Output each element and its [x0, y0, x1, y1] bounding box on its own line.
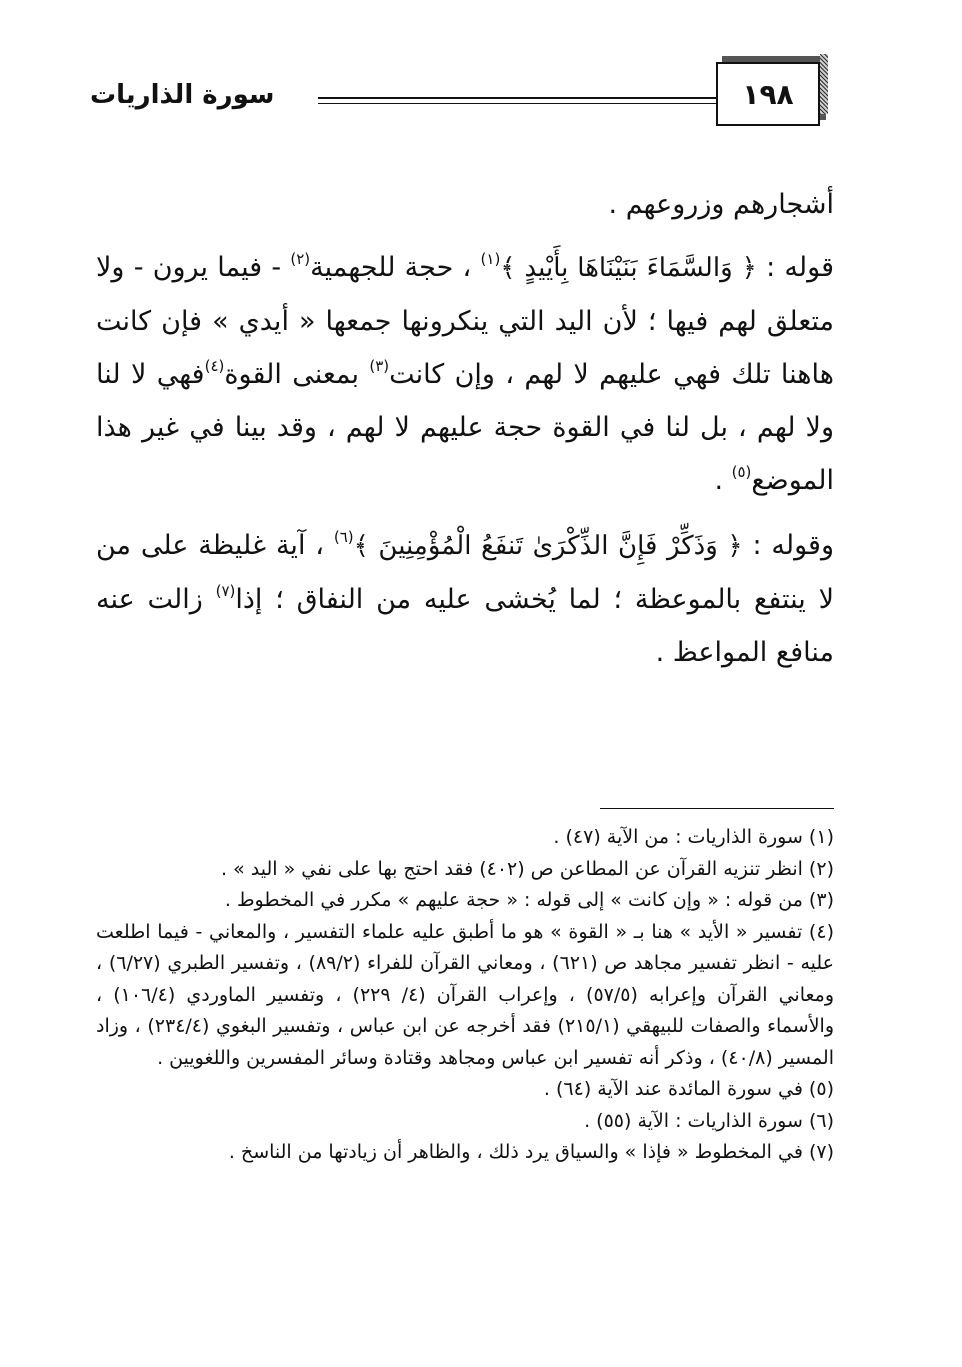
header-rule-thin: [318, 103, 716, 104]
footnotes: [96, 822, 834, 1169]
paragraph-1: أشجارهم وزروعهم .: [608, 189, 834, 220]
paragraph-2-text-d: فهي لا لنا ولا لهم ، بل لنا في القوة حجة عليهم لا لهم ، وقد بينا في غير هذا الموضع: [96, 359, 834, 496]
footnote-ref-1: (١): [480, 250, 501, 268]
paragraph-2-text-a: ، حجة للجهمية: [310, 252, 481, 283]
paragraph-3: [96, 519, 834, 679]
footnote-ref-3: (٣): [369, 357, 390, 375]
footnote-ref-2: (٢): [290, 250, 311, 268]
paragraph-2-intro: قوله :: [756, 252, 834, 283]
footnote-2: (٢) انظر تنزيه القرآن عن المطاعن ص (٤٠٢) فقد احتج بها على نفي « اليد » .: [221, 857, 834, 880]
paragraph-3-text-a: ، آية غليظة على من لا ينتفع بالموعظة ؛ لما يُخشى عليه من النفاق ؛ إذا: [96, 530, 834, 615]
footnote-1: (١) سورة الذاريات : من الآية (٤٧) .: [553, 826, 834, 848]
footnote-3: (٣) من قوله : « وإن كانت » إلى قوله : « حجة عليهم » مكرر في المخطوط .: [224, 889, 834, 911]
footnote-ref-4: (٤): [204, 357, 225, 375]
footnote-4: (٤) تفسير « الأيد » هنا بـ « القوة » هو ما أطبق عليه علماء التفسير ، والمعاني - فيما اطلعت عليه - انظر تفسير مجاهد ص (٦٢١) ، ومعاني القرآن للفراء (٨٩/٢) ، وتفسير الطبري (٦/٢٧) ، ومعاني القرآن وإعرابه (٥٧/٥) ، وإعراب القرآن (٤/ ٢٢٩) ، وتفسير الماوردي (١٠٦/٤) ، والأسماء والصفات للبيهقي (٢١٥/١) فقد أخرجه عن ابن عباس ، وتفسير البغوي (٢٣٤/٤) ، وزاد المسير (٤٠/٨) ، وذكر أنه تفسير ابن عباس ومجاهد وقتادة وسائر المفسرين واللغويين .: [96, 920, 834, 1069]
paragraph-2: [96, 241, 834, 507]
paragraph-3-intro: وقوله :: [742, 530, 834, 561]
paragraph-3-text-b: زالت عنه منافع المواعظ .: [96, 584, 834, 668]
footnote-6: (٦) سورة الذاريات : الآية (٥٥) .: [584, 1109, 834, 1132]
quran-verse-2: ﴿ وَذَكِّرْ فَإِنَّ الذِّكْرَىٰ تَنفَعُ الْمُؤْمِنِينَ ﴾: [353, 531, 743, 561]
footnote-5: (٥) في سورة المائدة عند الآية (٦٤) .: [543, 1078, 834, 1100]
main-text: [96, 178, 834, 691]
footnote-ref-7: (٧): [215, 582, 236, 600]
footnote-7: (٧) في المخطوط « فإذا » والسياق يرد ذلك ، والظاهر أن زيادتها من الناسخ .: [228, 1141, 834, 1163]
quran-verse-1: ﴿ وَالسَّمَاءَ بَنَيْنَاهَا بِأَيْيدٍ ﴾: [500, 253, 757, 283]
page-number: ١٩٨: [742, 77, 794, 111]
paragraph-2-text-e: .: [714, 465, 732, 496]
paragraph-2-text-c: بمعنى القوة: [224, 359, 370, 390]
paragraph-2-text-b: - فيما يرون - ولا متعلق لهم فيها ؛ لأن اليد التي ينكرونها جمعها « أيدي » فإن كانت هاهنا تلك فهي عليهم لا لهم ، وإن كانت: [96, 252, 834, 390]
footnote-ref-6: (٦): [333, 528, 354, 546]
page-number-box: [716, 62, 820, 126]
footnote-separator: [600, 808, 834, 809]
footnote-ref-5: (٥): [731, 463, 752, 481]
surah-title: سورة الذاريات: [90, 80, 275, 110]
page-header: [90, 60, 832, 130]
header-rule: [318, 97, 716, 99]
